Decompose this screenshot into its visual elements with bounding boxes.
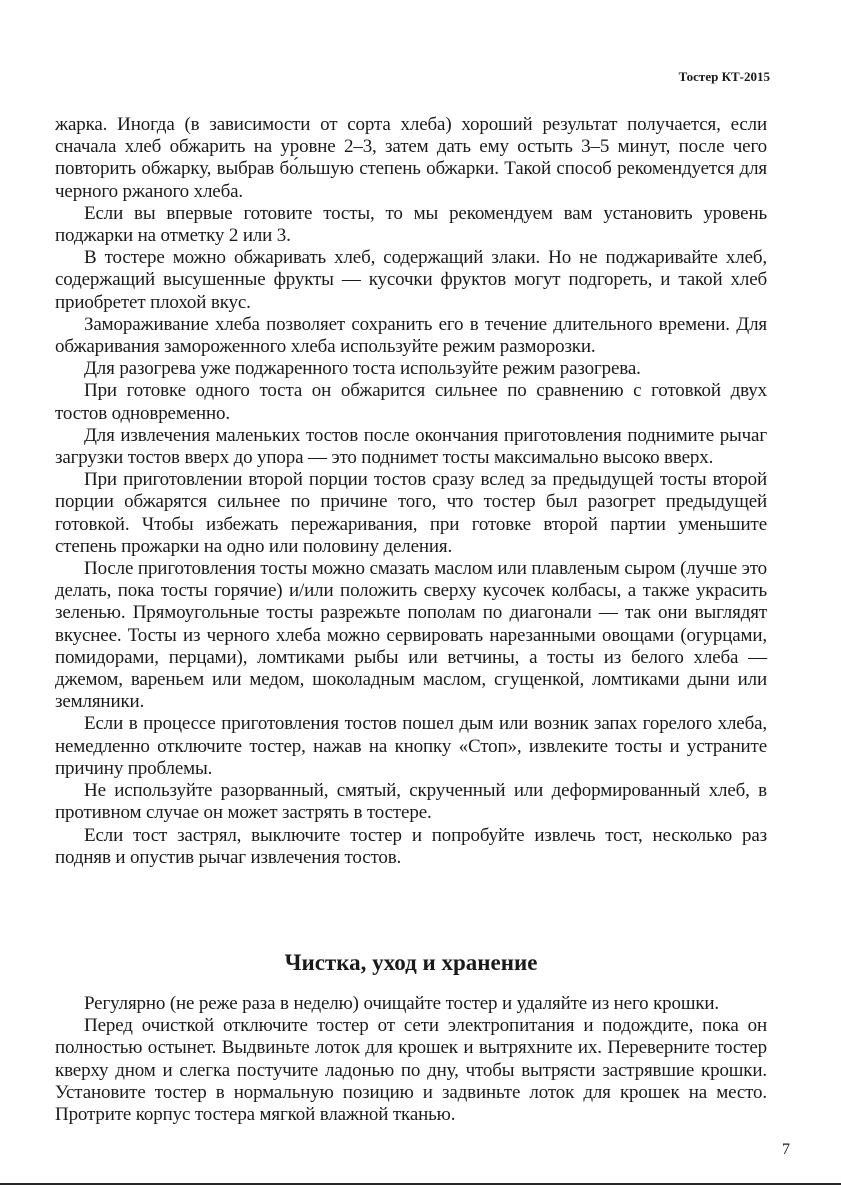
paragraph-9: После приготовления тосты можно смазать маслом или плавленым сыром (лучше это делать, пока тосты горячие) и/или положить сверху кусочек колбасы, а также украсить зеленью. Прямоугольные тосты разрежьте пополам по диагонали — так они выглядят вкуснее. Тосты из черного хлеба можно сервировать нарезанными овощами (огурцами, помидорами, перцами), ломтиками рыбы или ветчины, а тосты из белого хлеба — джемом, вареньем или медом, шоколадным маслом, сгущенкой, ломтиками дыни или земляники. — [55, 558, 767, 713]
paragraph-11: Не используйте разорванный, смятый, скрученный или деформированный хлеб, в противном случае он может застрять в тостере. — [55, 780, 767, 824]
paragraph-10: Если в процессе приготовления тостов пошел дым или возник запах горелого хлеба, немедленно отключите тостер, нажав на кнопку «Стоп», извлеките тосты и устраните причину проблемы. — [55, 713, 767, 779]
section-text — [55, 993, 767, 1126]
section-paragraph-2: Перед очисткой отключите тостер от сети электропитания и подождите, пока он полностью остынет. Выдвиньте лоток для крошек и вытряхните их. Переверните тостер кверху дном и слегка постучите ладонью по дну, чтобы вытрясти застрявшие крошки. Установите тостер в нормальную позицию и задвиньте лоток для крошек на место. Протрите корпус тостера мягкой влажной тканью. — [55, 1015, 767, 1126]
paragraph-12: Если тост застрял, выключите тостер и попробуйте извлечь тост, несколько раз подняв и опустив рычаг извлечения тостов. — [55, 824, 767, 868]
running-header: Тостер КТ-2015 — [678, 69, 770, 84]
paragraph-6: При готовке одного тоста он обжарится сильнее по сравнению с готовкой двух тостов одновременно. — [55, 380, 767, 424]
paragraph-2: Если вы впервые готовите тосты, то мы рекомендуем вам установить уровень поджарки на отметку 2 или 3. — [55, 202, 767, 247]
paragraph-3: В тостере можно обжаривать хлеб, содержащий злаки. Но не поджаривайте хлеб, содержащий высушенные фрукты — кусочки фруктов могут подгореть, и такой хлеб приобретет плохой вкус. — [55, 247, 767, 313]
bottom-rule — [0, 1183, 841, 1185]
section-heading: Чистка, уход и хранение — [284, 950, 538, 975]
page-number: 7 — [782, 1141, 790, 1158]
body-text — [55, 114, 767, 869]
paragraph-4: Замораживание хлеба позволяет сохранить его в течение длительного времени. Для обжаривания замороженного хлеба используйте режим разморозки. — [55, 313, 767, 358]
paragraph-7: Для извлечения маленьких тостов после окончания приготовления поднимите рычаг загрузки тостов вверх до упора — это поднимет тосты максимально высоко вверх. — [55, 424, 767, 469]
paragraph-1: жарка. Иногда (в зависимости от сорта хлеба) хороший результат получается, если сначала хлеб обжарить на уровне 2–3, затем дать ему остыть 3–5 минут, после чего повторить обжарку, выбрав бо́льшую степень обжарки. Такой способ рекомендуется для черного ржаного хлеба. — [55, 114, 767, 202]
paragraph-5: Для разогрева уже поджаренного тоста используйте режим разогрева. — [84, 358, 641, 380]
paragraph-8: При приготовлении второй порции тостов сразу вслед за предыдущей тосты второй порции обжарятся сильнее по причине того, что тостер был разогрет предыдущей готовкой. Чтобы избежать пережаривания, при готовке второй партии уменьшите степень прожарки на одно или половину деления. — [55, 469, 767, 557]
section-paragraph-1: Регулярно (не реже раза в неделю) очищайте тостер и удаляйте из него крошки. — [84, 993, 720, 1014]
